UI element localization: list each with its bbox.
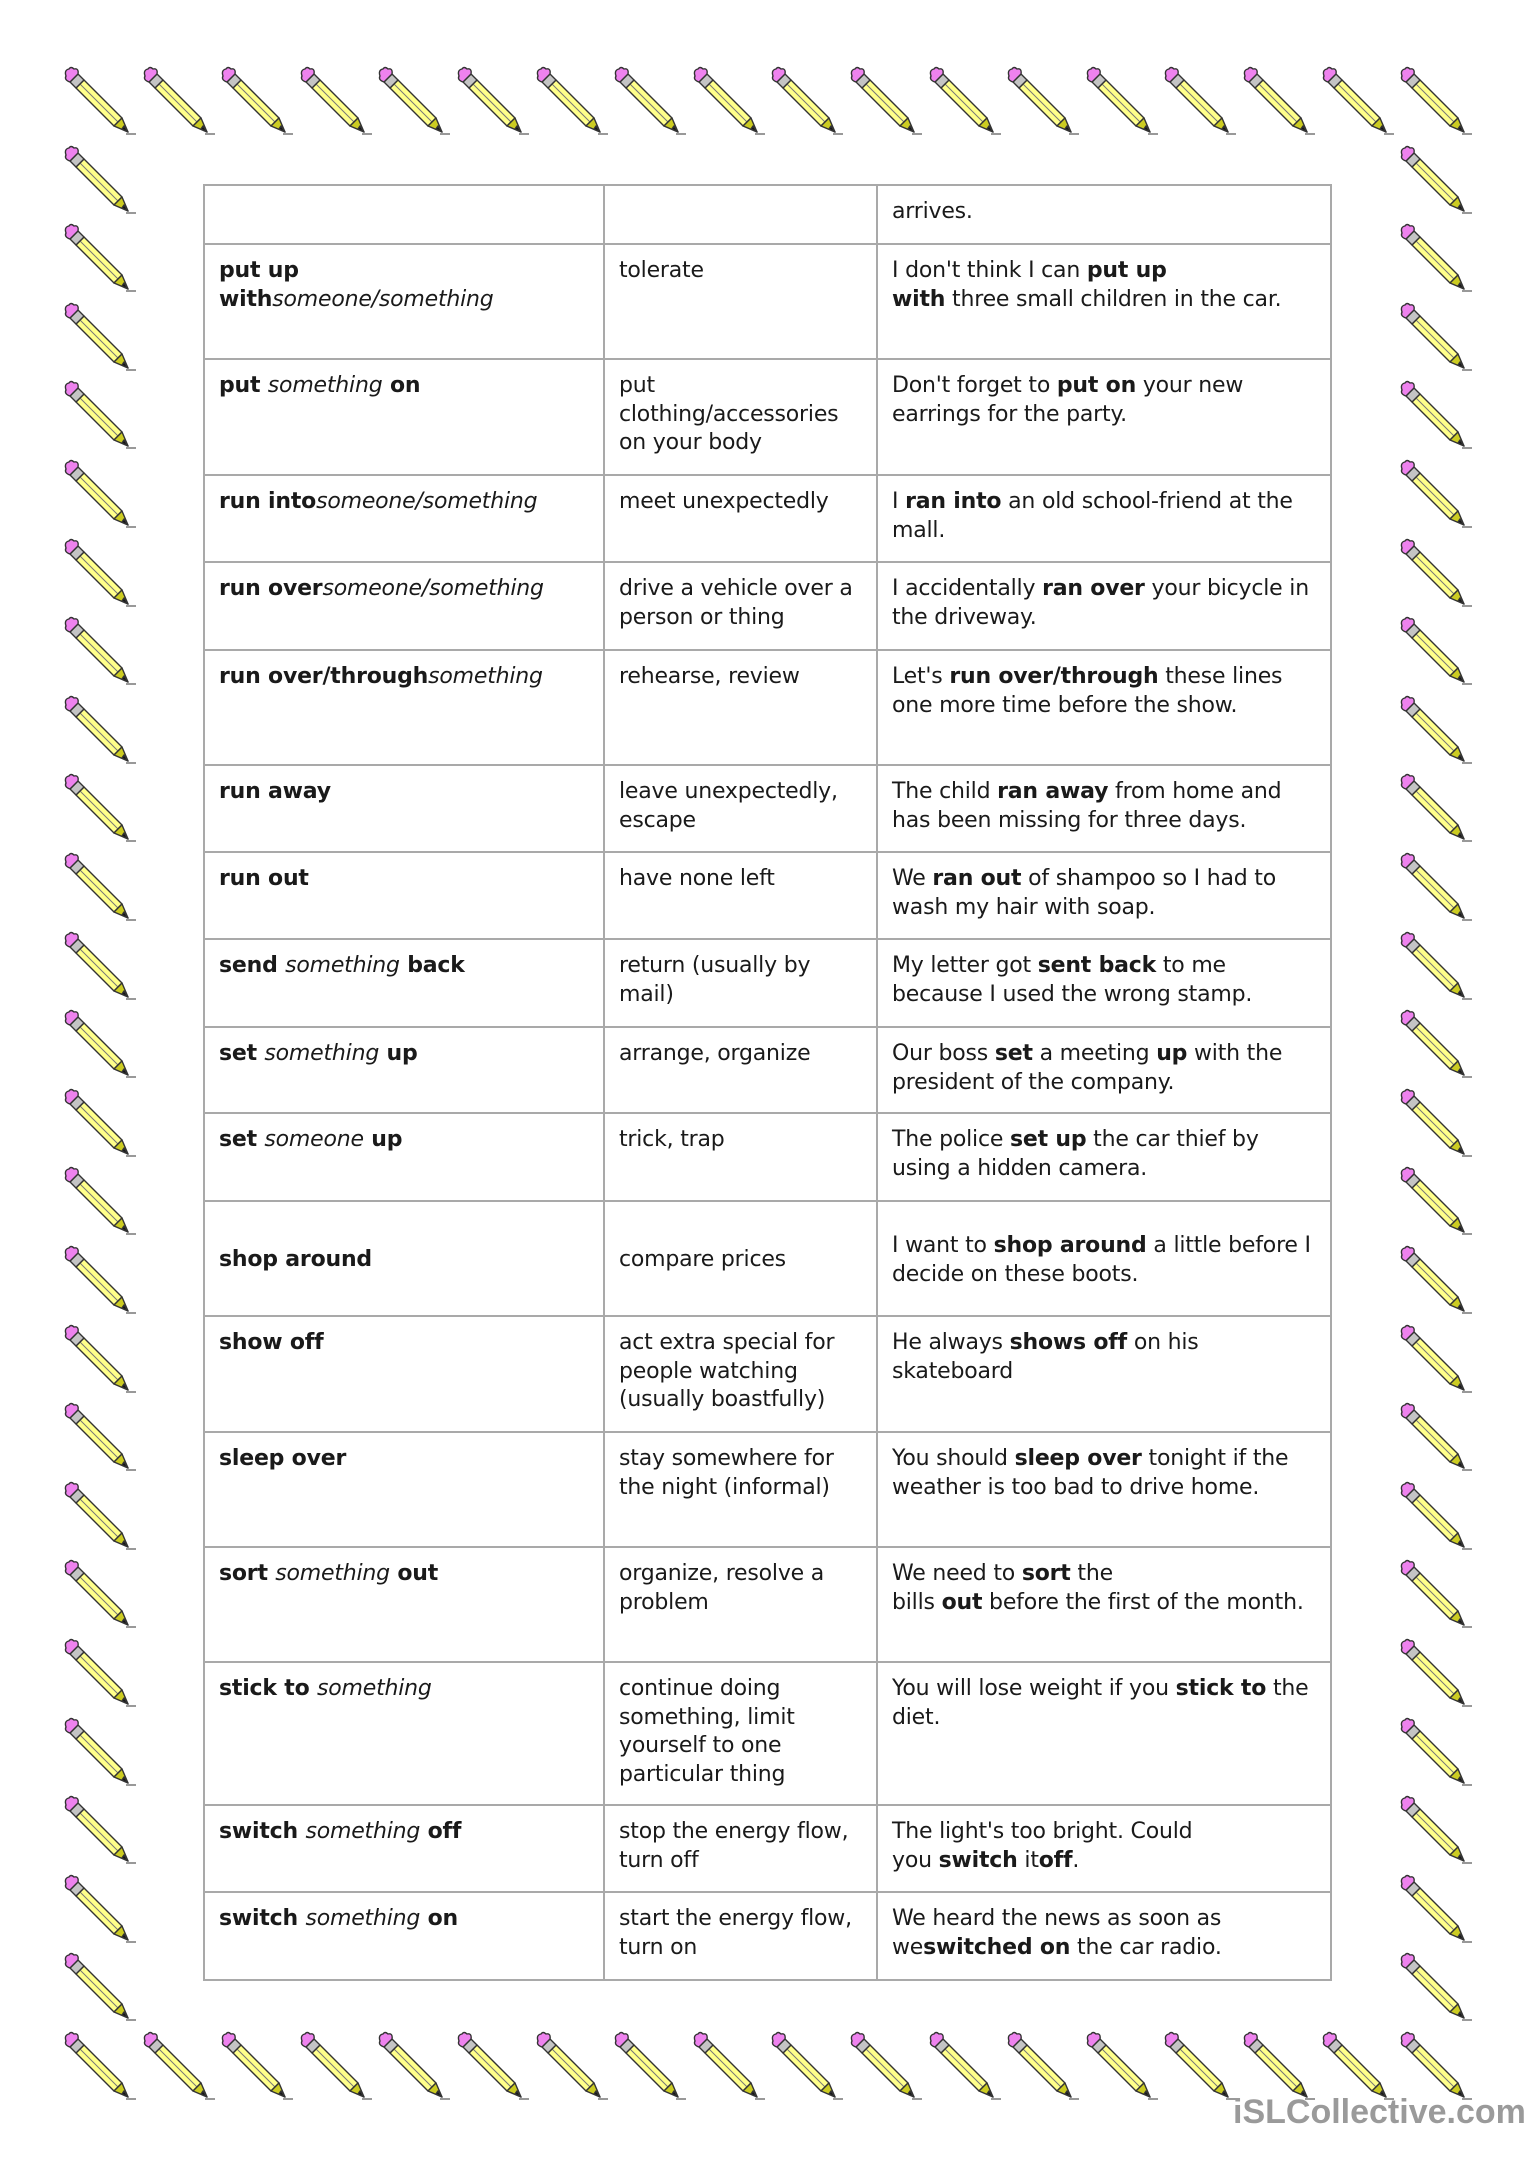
pencil-icon <box>62 1638 138 1712</box>
pencil-icon <box>62 1009 138 1083</box>
object-placeholder-text: something <box>264 1041 380 1066</box>
phrasal-verb-text: set <box>219 1041 265 1066</box>
phrasal-verb-cell <box>204 939 604 1027</box>
pencil-icon <box>376 2031 452 2105</box>
text: a meeting <box>1032 1041 1157 1066</box>
meaning-text: meet unexpectedly <box>619 489 829 514</box>
pencil-icon <box>62 931 138 1005</box>
object-placeholder-text: someone/something <box>316 489 538 514</box>
object-placeholder-text: something <box>305 1819 421 1844</box>
phrasal-verb-cell <box>204 765 604 852</box>
pencil-icon <box>927 66 1003 140</box>
phrasal-verb-text: send <box>219 953 286 978</box>
phrasal-verb-text: put up <box>1086 258 1167 283</box>
pencil-icon <box>62 616 138 690</box>
meaning-text: stop the energy flow, turn off <box>619 1819 849 1873</box>
pencil-icon <box>1398 616 1474 690</box>
object-placeholder-text: something <box>316 1676 432 1701</box>
pencil-icon <box>62 66 138 140</box>
phrasal-verb-text: sent back <box>1037 953 1157 978</box>
pencil-icon <box>1398 1874 1474 1948</box>
table-row <box>204 1201 1331 1316</box>
text: We need to <box>892 1561 1022 1586</box>
phrasal-verb-text: with <box>219 286 273 312</box>
meaning-text: tolerate <box>619 258 704 283</box>
pencil-icon <box>62 1402 138 1476</box>
pencil-icon <box>62 1952 138 2026</box>
pencil-icon <box>62 145 138 219</box>
table-row <box>204 1662 1331 1805</box>
meaning-cell <box>604 475 877 562</box>
meaning-text: stay somewhere for the night (informal) <box>619 1446 834 1500</box>
example-cell <box>877 244 1331 359</box>
pencil-icon <box>927 2031 1003 2105</box>
text: to me because I used the wrong stamp. <box>892 953 1253 1007</box>
pencil-icon <box>1398 1795 1474 1869</box>
text: an old school-friend at the mall. <box>892 489 1293 543</box>
pencil-icon <box>62 1717 138 1791</box>
phrasal-verb-text: back <box>399 953 465 978</box>
phrasal-verb-text: ran away <box>997 779 1109 804</box>
phrasal-verb-text: stick to <box>219 1676 317 1701</box>
pencil-icon <box>62 1795 138 1869</box>
meaning-cell <box>604 562 877 650</box>
text: He always <box>892 1330 1010 1355</box>
meaning-cell <box>604 1432 877 1547</box>
meaning-cell <box>604 1201 877 1316</box>
object-placeholder-text: something <box>428 664 543 689</box>
meaning-cell <box>604 185 877 244</box>
pencil-icon <box>1398 931 1474 1005</box>
pencil-icon <box>1398 1009 1474 1083</box>
pencil-icon <box>1398 1638 1474 1712</box>
phrasal-verbs-table <box>203 184 1332 1981</box>
meaning-text: drive a vehicle over a person or thing <box>619 576 853 630</box>
text: Don't forget to <box>892 373 1057 398</box>
phrasal-verb-cell <box>204 244 604 359</box>
pencil-icon <box>219 66 295 140</box>
pencil-icon <box>62 1559 138 1633</box>
phrasal-verb-text: put <box>219 373 268 398</box>
pencil-icon <box>1398 852 1474 926</box>
pencil-icon <box>62 380 138 454</box>
phrasal-verb-cell <box>204 1892 604 1980</box>
table-row <box>204 359 1331 475</box>
phrasal-verb-text: with <box>892 286 946 312</box>
text: Our boss <box>892 1041 995 1066</box>
phrasal-verb-text: out <box>389 1561 439 1586</box>
object-placeholder-text: something <box>267 373 383 398</box>
meaning-cell <box>604 765 877 852</box>
text: on his skateboard <box>892 1330 1199 1384</box>
meaning-text: start the energy flow, turn on <box>619 1906 852 1960</box>
phrasal-verb-text: ran out <box>932 866 1022 891</box>
table-row <box>204 185 1331 244</box>
pencil-icon <box>298 66 374 140</box>
pencil-icon <box>62 459 138 533</box>
text: the car thief by using a hidden camera. <box>892 1127 1259 1181</box>
pencil-icon <box>62 773 138 847</box>
object-placeholder-text: someone <box>264 1127 364 1152</box>
pencil-icon <box>1162 2031 1238 2105</box>
phrasal-verb-text: switch <box>219 1819 306 1844</box>
table-row <box>204 650 1331 765</box>
text: The child <box>892 779 998 804</box>
phrasal-verb-text: up <box>1156 1041 1188 1066</box>
pencil-icon <box>1398 459 1474 533</box>
table-row <box>204 1316 1331 1432</box>
text: your bicycle in the driveway. <box>892 576 1309 630</box>
example-cell <box>877 562 1331 650</box>
pencil-icon <box>62 1874 138 1948</box>
pencil-icon <box>62 302 138 376</box>
pencil-icon <box>1084 66 1160 140</box>
text: before the first of the month. <box>982 1589 1304 1615</box>
phrasal-verb-text: sort <box>219 1561 276 1586</box>
text: three small children in the car. <box>945 286 1282 312</box>
text: we <box>892 1934 924 1960</box>
pencil-icon <box>1398 380 1474 454</box>
text: it <box>1017 1847 1039 1873</box>
phrasal-verb-text: shop around <box>993 1233 1147 1258</box>
pencil-icon <box>1398 223 1474 297</box>
phrasal-verb-text: run away <box>219 779 331 804</box>
text: I want to <box>892 1233 994 1258</box>
meaning-text: continue doing something, limit yourself to one particular thing <box>619 1676 795 1787</box>
table-row <box>204 562 1331 650</box>
meaning-cell <box>604 1316 877 1432</box>
pencil-icon <box>1398 773 1474 847</box>
pencil-icon <box>1241 66 1317 140</box>
table-row <box>204 1547 1331 1662</box>
meaning-cell <box>604 244 877 359</box>
example-cell <box>877 650 1331 765</box>
text: the car radio. <box>1070 1934 1222 1960</box>
example-cell <box>877 1316 1331 1432</box>
phrasal-verb-text: put up <box>219 258 299 283</box>
meaning-text: leave unexpectedly, escape <box>619 779 838 833</box>
text: I <box>892 489 906 514</box>
phrasal-verb-text: sort <box>1021 1561 1071 1586</box>
phrasal-verb-text: off <box>420 1819 462 1844</box>
phrasal-verb-cell <box>204 475 604 562</box>
phrasal-verb-text: set <box>994 1041 1033 1066</box>
table-row <box>204 475 1331 562</box>
example-cell <box>877 1113 1331 1201</box>
meaning-cell <box>604 359 877 475</box>
phrasal-verb-cell <box>204 1027 604 1113</box>
pencil-icon <box>1398 1166 1474 1240</box>
example-cell <box>877 1201 1331 1316</box>
meaning-text: rehearse, review <box>619 664 800 689</box>
example-cell <box>877 1432 1331 1547</box>
pencil-icon <box>1398 302 1474 376</box>
pencil-icon <box>691 2031 767 2105</box>
meaning-text: arrange, organize <box>619 1041 811 1066</box>
pencil-icon <box>62 1088 138 1162</box>
meaning-cell <box>604 852 877 939</box>
text: your new earrings for the party. <box>892 373 1244 427</box>
pencil-icon <box>62 1324 138 1398</box>
phrasal-verb-text: on <box>382 373 421 398</box>
pencil-icon <box>376 66 452 140</box>
pencil-icon <box>691 66 767 140</box>
meaning-text: put clothing/accessories on your body <box>619 373 839 455</box>
phrasal-verb-text: switched on <box>923 1934 1071 1960</box>
phrasal-verb-text: sleep over <box>1014 1446 1142 1471</box>
pencil-icon <box>1398 1481 1474 1555</box>
pencil-icon <box>1398 695 1474 769</box>
pencil-icon <box>1398 538 1474 612</box>
meaning-text: have none left <box>619 866 775 891</box>
pencil-icon <box>455 66 531 140</box>
phrasal-verb-text: set <box>219 1127 265 1152</box>
pencil-icon <box>298 2031 374 2105</box>
text: We heard the news as soon as <box>892 1906 1222 1931</box>
phrasal-verb-text: stick to <box>1175 1676 1267 1701</box>
phrasal-verb-text: ran into <box>905 489 1002 514</box>
text: you <box>892 1847 939 1873</box>
table-row <box>204 1113 1331 1201</box>
meaning-cell <box>604 939 877 1027</box>
pencil-icon <box>1005 66 1081 140</box>
example-cell <box>877 1027 1331 1113</box>
pencil-icon <box>141 66 217 140</box>
example-cell <box>877 939 1331 1027</box>
text: You should <box>892 1446 1015 1471</box>
phrasal-verb-text: out <box>941 1589 983 1615</box>
meaning-cell <box>604 1113 877 1201</box>
pencil-icon <box>612 2031 688 2105</box>
pencil-icon <box>62 223 138 297</box>
phrasal-verb-text: off <box>1038 1847 1073 1873</box>
pencil-icon <box>1320 66 1396 140</box>
meaning-cell <box>604 1805 877 1892</box>
phrasal-verb-text: switch <box>938 1847 1018 1873</box>
table-row <box>204 939 1331 1027</box>
pencil-icon <box>769 2031 845 2105</box>
phrasal-verb-text: up <box>363 1127 403 1152</box>
phrasal-verb-cell <box>204 1201 604 1316</box>
phrasal-verb-cell <box>204 359 604 475</box>
meaning-text: organize, resolve a problem <box>619 1561 825 1615</box>
text: You will lose weight if you <box>892 1676 1176 1701</box>
phrasal-verb-text: ran over <box>1042 576 1145 601</box>
text: tonight if the weather is too bad to drive home. <box>892 1446 1289 1500</box>
phrasal-verb-text: shop around <box>219 1247 372 1273</box>
phrasal-verb-cell <box>204 1547 604 1662</box>
text: the <box>1070 1561 1113 1586</box>
example-cell <box>877 765 1331 852</box>
object-placeholder-text: something <box>275 1561 390 1586</box>
pencil-icon <box>62 1166 138 1240</box>
phrasal-verb-cell <box>204 1113 604 1201</box>
pencil-icon <box>1398 145 1474 219</box>
phrasal-verb-text: shows off <box>1009 1330 1128 1355</box>
phrasal-verb-text: put on <box>1056 373 1137 398</box>
meaning-text: compare prices <box>619 1247 786 1273</box>
phrasal-verb-text: run over/through <box>949 664 1159 689</box>
phrasal-verb-cell <box>204 185 604 244</box>
table-row <box>204 765 1331 852</box>
meaning-cell <box>604 650 877 765</box>
text: Let's <box>892 664 950 689</box>
pencil-icon <box>848 2031 924 2105</box>
example-cell <box>877 1892 1331 1980</box>
watermark: iSLCollective.com <box>1233 2093 1526 2131</box>
pencil-icon <box>1398 1559 1474 1633</box>
pencil-icon <box>1398 66 1474 140</box>
text: the diet. <box>892 1676 1309 1730</box>
phrasal-verb-cell <box>204 1805 604 1892</box>
pencil-icon <box>1398 1088 1474 1162</box>
pencil-icon <box>1398 1717 1474 1791</box>
text: The police <box>892 1127 1010 1152</box>
pencil-icon <box>612 66 688 140</box>
meaning-text: act extra special for people watching (usually boastfully) <box>619 1330 835 1412</box>
phrasal-verb-cell <box>204 562 604 650</box>
example-cell <box>877 1662 1331 1805</box>
phrasal-verb-text: run over <box>219 576 323 601</box>
text: The light's too bright. Could <box>892 1819 1193 1844</box>
text: I accidentally <box>892 576 1043 601</box>
phrasal-verb-text: on <box>420 1906 458 1931</box>
pencil-icon <box>1398 1402 1474 1476</box>
pencil-icon <box>455 2031 531 2105</box>
table-body <box>204 185 1331 1980</box>
text: We <box>892 866 933 891</box>
text: these lines one more time before the show. <box>892 664 1283 718</box>
pencil-icon <box>1084 2031 1160 2105</box>
pencil-icon <box>1162 66 1238 140</box>
table-row <box>204 852 1331 939</box>
phrasal-verb-cell <box>204 1316 604 1432</box>
meaning-cell <box>604 1662 877 1805</box>
phrasal-verb-text: run out <box>219 866 309 891</box>
meaning-cell <box>604 1027 877 1113</box>
example-cell <box>877 1805 1331 1892</box>
text: I don't think I can <box>892 258 1087 283</box>
pencil-icon <box>1398 1245 1474 1319</box>
table-row <box>204 1432 1331 1547</box>
phrasal-verb-cell <box>204 650 604 765</box>
pencil-icon <box>62 538 138 612</box>
example-cell <box>877 1547 1331 1662</box>
phrasal-verb-text: show off <box>219 1330 324 1355</box>
object-placeholder-text: something <box>285 953 400 978</box>
pencil-icon <box>62 2031 138 2105</box>
meaning-text: trick, trap <box>619 1127 725 1152</box>
example-cell <box>877 475 1331 562</box>
example-cell <box>877 852 1331 939</box>
text: from home and has been missing for three days. <box>892 779 1282 833</box>
text: My letter got <box>892 953 1038 978</box>
meaning-text: return (usually by mail) <box>619 953 811 1007</box>
example-cell <box>877 359 1331 475</box>
phrasal-verb-text: sleep over <box>219 1446 347 1471</box>
pencil-icon <box>848 66 924 140</box>
object-placeholder-text: someone/something <box>322 576 544 601</box>
object-placeholder-text: something <box>305 1906 421 1931</box>
pencil-icon <box>62 852 138 926</box>
meaning-cell <box>604 1892 877 1980</box>
pencil-icon <box>1005 2031 1081 2105</box>
phrasal-verb-text: run into <box>219 489 317 514</box>
object-placeholder-text: someone/something <box>272 286 494 312</box>
text: arrives. <box>892 199 973 224</box>
text: . <box>1072 1847 1080 1873</box>
pencil-icon <box>1398 1952 1474 2026</box>
pencil-icon <box>769 66 845 140</box>
example-cell <box>877 185 1331 244</box>
pencil-icon <box>62 1481 138 1555</box>
pencil-icon <box>62 1245 138 1319</box>
text: a little before I decide on these boots. <box>892 1233 1311 1287</box>
pencil-icon <box>534 2031 610 2105</box>
table-row <box>204 244 1331 359</box>
pencil-icon <box>1398 1324 1474 1398</box>
pencil-icon <box>219 2031 295 2105</box>
text: with the president of the company. <box>892 1041 1283 1095</box>
phrasal-verb-text: set up <box>1009 1127 1087 1152</box>
pencil-icon <box>141 2031 217 2105</box>
pencil-icon <box>534 66 610 140</box>
meaning-cell <box>604 1547 877 1662</box>
text: bills <box>892 1589 942 1615</box>
phrasal-verb-text: switch <box>219 1906 306 1931</box>
table-row <box>204 1892 1331 1980</box>
phrasal-verb-cell <box>204 852 604 939</box>
phrasal-verb-cell <box>204 1432 604 1547</box>
table-row <box>204 1805 1331 1892</box>
table-row <box>204 1027 1331 1113</box>
phrasal-verb-text: up <box>379 1041 418 1066</box>
pencil-icon <box>62 695 138 769</box>
phrasal-verb-cell <box>204 1662 604 1805</box>
text: of shampoo so I had to wash my hair with soap. <box>892 866 1276 920</box>
phrasal-verb-text: run over/through <box>219 664 429 689</box>
